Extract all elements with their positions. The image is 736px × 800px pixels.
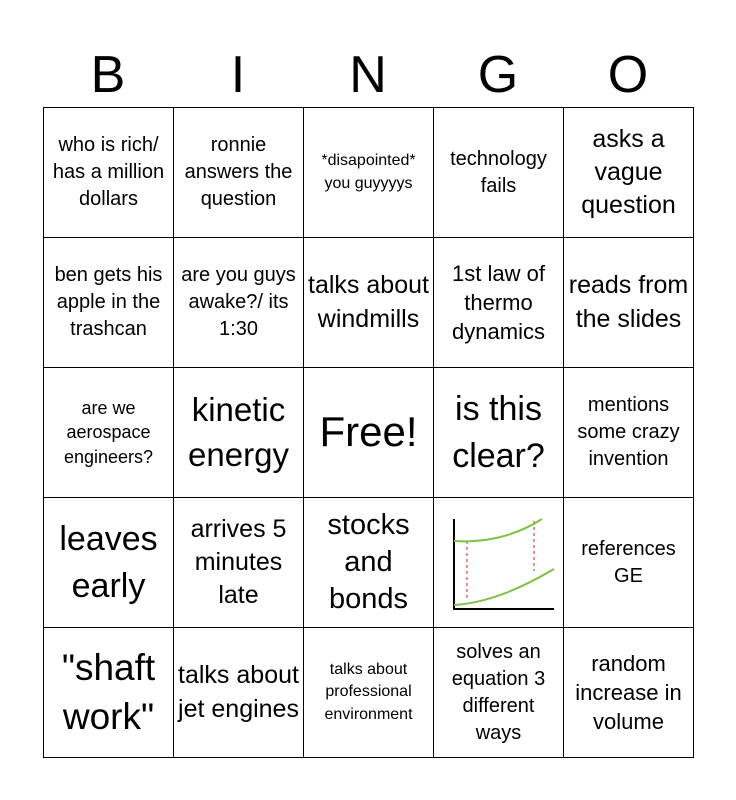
bingo-cell[interactable] bbox=[564, 628, 694, 758]
bingo-cell[interactable] bbox=[304, 108, 434, 238]
bingo-cell[interactable] bbox=[174, 368, 304, 498]
bingo-cell[interactable] bbox=[434, 628, 564, 758]
bingo-cell[interactable] bbox=[434, 238, 564, 368]
cell-text: stocks and bonds bbox=[327, 509, 410, 615]
bingo-card-grid bbox=[43, 107, 694, 758]
cell-text: who is rich/ has a million dollars bbox=[52, 134, 165, 210]
bingo-cell[interactable] bbox=[44, 498, 174, 628]
cell-text: ronnie answers the question bbox=[184, 134, 293, 210]
cell-text: mentions some crazy invention bbox=[577, 394, 680, 470]
cell-text: are you guys awake?/ its 1:30 bbox=[181, 264, 296, 340]
cell-text: random increase in volume bbox=[575, 650, 682, 735]
bingo-cell[interactable] bbox=[174, 238, 304, 368]
bingo-cell[interactable] bbox=[174, 628, 304, 758]
bingo-free-space[interactable] bbox=[304, 368, 434, 498]
header-letter-n: N bbox=[349, 46, 387, 104]
bingo-header bbox=[43, 42, 693, 108]
header-letter-b: B bbox=[90, 46, 126, 104]
cell-text: "shaft work" bbox=[61, 647, 156, 737]
cell-text: references GE bbox=[581, 537, 676, 587]
cell-text: reads from the slides bbox=[568, 271, 689, 333]
cell-text: arrives 5 minutes late bbox=[190, 514, 287, 610]
cell-text: Free! bbox=[319, 408, 418, 456]
bingo-cell[interactable] bbox=[44, 108, 174, 238]
graph-lower-curve bbox=[454, 569, 554, 605]
bingo-cell[interactable] bbox=[44, 368, 174, 498]
cell-text: asks a vague question bbox=[581, 124, 676, 220]
cell-text: talks about jet engines bbox=[178, 661, 299, 723]
header-letter-g: G bbox=[477, 46, 519, 104]
cell-text: talks about professional environment bbox=[324, 661, 413, 723]
cell-text: *disapointed* you guyyyys bbox=[321, 152, 416, 192]
cell-text: leaves early bbox=[59, 520, 158, 605]
cell-text: kinetic energy bbox=[188, 390, 289, 473]
bingo-cell[interactable] bbox=[44, 628, 174, 758]
bingo-cell[interactable] bbox=[44, 238, 174, 368]
cell-text: ben gets his apple in the trashcan bbox=[54, 264, 163, 340]
bingo-cell[interactable] bbox=[174, 498, 304, 628]
bingo-cell[interactable] bbox=[434, 108, 564, 238]
bingo-cell[interactable] bbox=[304, 628, 434, 758]
bingo-cell[interactable] bbox=[174, 108, 304, 238]
header-letter-i: I bbox=[230, 46, 246, 104]
bingo-cell[interactable] bbox=[564, 368, 694, 498]
bingo-cell-picture[interactable] bbox=[434, 498, 564, 628]
cell-text: are we aerospace engineers? bbox=[63, 397, 154, 467]
cell-text: talks about windmills bbox=[308, 271, 429, 333]
graph-upper-curve bbox=[454, 519, 542, 541]
bingo-cell[interactable] bbox=[434, 368, 564, 498]
bingo-cell[interactable] bbox=[564, 498, 694, 628]
bingo-cell[interactable] bbox=[564, 108, 694, 238]
bingo-cell[interactable] bbox=[304, 238, 434, 368]
cell-text: is this clear? bbox=[452, 390, 545, 475]
cell-text: technology fails bbox=[450, 147, 547, 197]
cell-text: solves an equation 3 different ways bbox=[451, 640, 546, 744]
thermo-graph-icon bbox=[442, 513, 556, 613]
cell-text: 1st law of thermo dynamics bbox=[452, 260, 545, 345]
bingo-cell[interactable] bbox=[304, 498, 434, 628]
header-letter-o: O bbox=[607, 46, 649, 104]
bingo-cell[interactable] bbox=[564, 238, 694, 368]
